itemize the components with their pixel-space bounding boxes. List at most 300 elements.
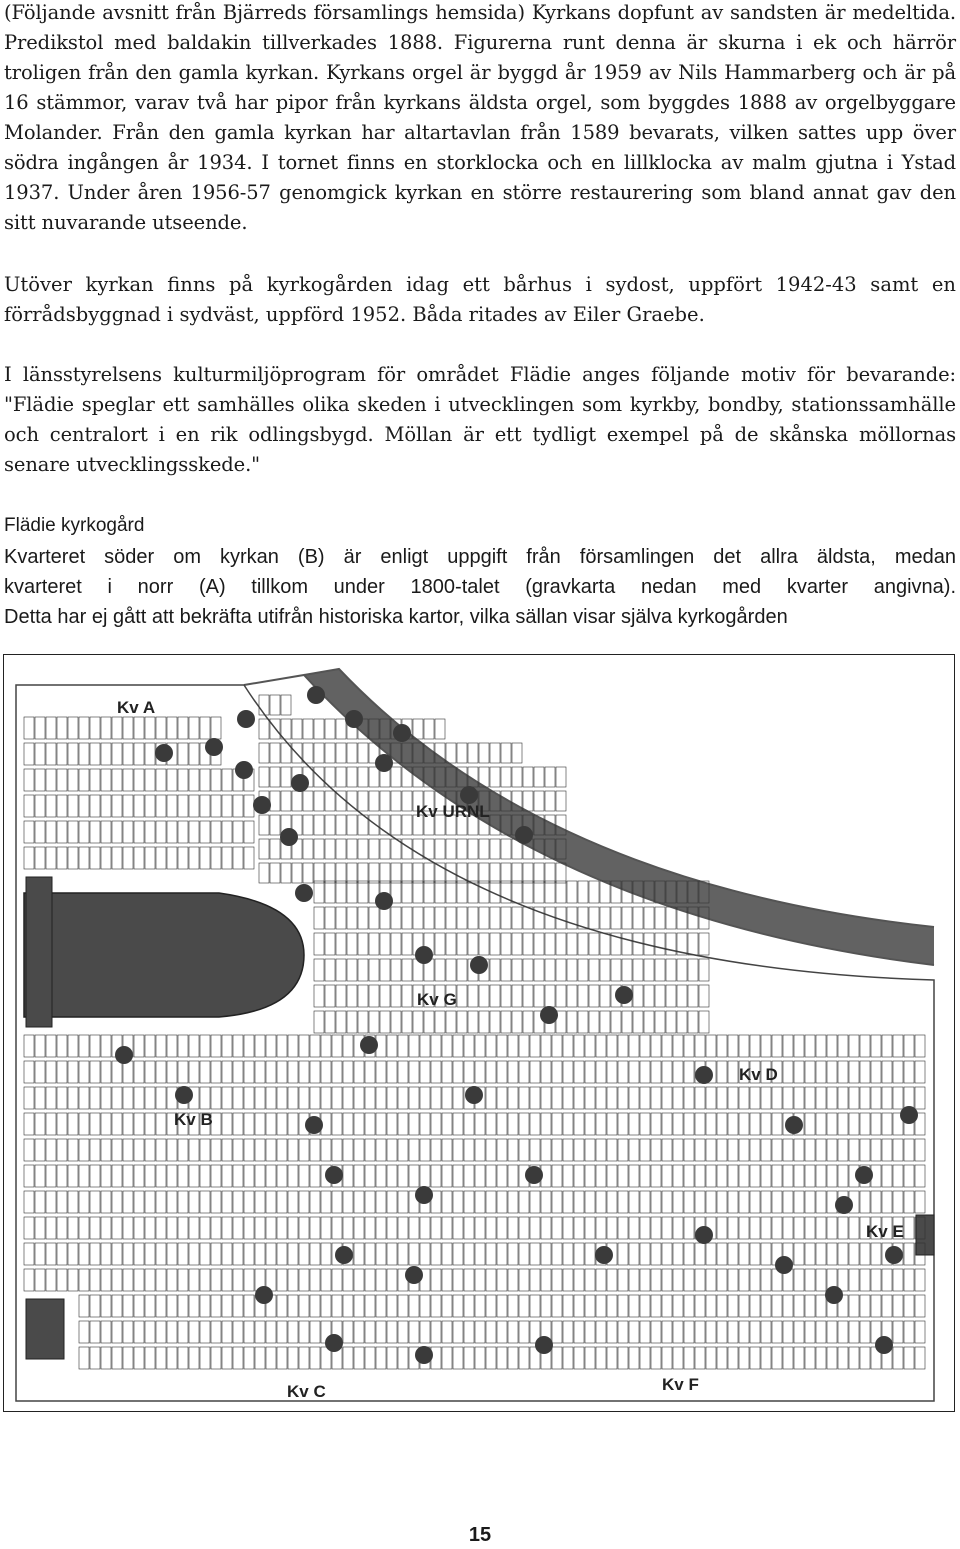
grave-plot — [915, 1139, 925, 1161]
grave-plot — [750, 1295, 760, 1317]
grave-plot — [123, 1269, 133, 1291]
grave-plot — [530, 1139, 540, 1161]
grave-plot — [365, 1061, 375, 1083]
grave-plot — [270, 863, 280, 883]
tree — [235, 761, 253, 779]
grave-plot — [145, 1165, 155, 1187]
grave-plot — [277, 1139, 287, 1161]
grave-plot — [303, 815, 313, 835]
grave-plot — [277, 1191, 287, 1213]
grave-plot — [512, 863, 522, 883]
grave-plot — [453, 1243, 463, 1265]
grave-plot — [519, 1243, 529, 1265]
grave-plot — [101, 769, 111, 791]
grave-plot — [156, 1061, 166, 1083]
grave-plot — [387, 1347, 397, 1369]
grave-plot — [46, 1165, 56, 1187]
grave-plot — [200, 1347, 210, 1369]
grave-plot — [57, 769, 67, 791]
grave-plot — [24, 795, 34, 817]
tree — [345, 710, 363, 728]
grave-plot — [255, 1139, 265, 1161]
grave-plot — [607, 1087, 617, 1109]
grave-plot — [299, 1165, 309, 1187]
grave-plot — [156, 1165, 166, 1187]
grave-plot — [189, 1269, 199, 1291]
grave-plot — [178, 717, 188, 739]
grave-plot — [574, 1191, 584, 1213]
grave-plot — [380, 1011, 390, 1033]
grave-plot — [662, 1113, 672, 1135]
grave-plot — [343, 1191, 353, 1213]
grave-plot — [673, 1087, 683, 1109]
grave-plot — [101, 847, 111, 869]
grave-plot — [534, 959, 544, 981]
grave-plot — [849, 1113, 859, 1135]
grave-plot — [677, 959, 687, 981]
grave-plot — [167, 1243, 177, 1265]
grave-plot — [519, 1061, 529, 1083]
grave-plot — [211, 795, 221, 817]
grave-plot — [567, 907, 577, 929]
tree — [375, 892, 393, 910]
grave-plot — [211, 1217, 221, 1239]
grave-plot — [57, 1269, 67, 1291]
grave-plot — [508, 1321, 518, 1343]
grave-plot — [24, 1269, 34, 1291]
grave-plot — [585, 1165, 595, 1187]
grave-plot — [629, 1217, 639, 1239]
grave-plot — [281, 695, 291, 715]
tree — [470, 956, 488, 974]
grave-plot — [310, 1191, 320, 1213]
grave-plot — [336, 743, 346, 763]
grave-plot — [244, 1295, 254, 1317]
grave-plot — [849, 1295, 859, 1317]
grave-plot — [391, 815, 401, 835]
grave-plot — [35, 769, 45, 791]
grave-plot — [156, 847, 166, 869]
grave-plot — [475, 1269, 485, 1291]
grave-plot — [563, 1321, 573, 1343]
grave-plot — [501, 985, 511, 1007]
grave-plot — [717, 1191, 727, 1213]
grave-plot — [244, 1139, 254, 1161]
grave-plot — [545, 907, 555, 929]
grave-plot — [358, 791, 368, 811]
grave-plot — [651, 1269, 661, 1291]
grave-plot — [200, 1243, 210, 1265]
grave-plot — [178, 1061, 188, 1083]
grave-plot — [699, 1011, 709, 1033]
grave-plot — [431, 1295, 441, 1317]
grave-plot — [827, 1139, 837, 1161]
grave-plot — [424, 839, 434, 859]
grave-plot — [486, 1087, 496, 1109]
grave-plot — [255, 1321, 265, 1343]
grave-plot — [354, 1061, 364, 1083]
grave-plot — [101, 1165, 111, 1187]
grave-plot — [640, 1269, 650, 1291]
grave-plot — [761, 1217, 771, 1239]
grave-plot — [222, 847, 232, 869]
grave-plot — [585, 1035, 595, 1057]
grave-plot — [695, 1035, 705, 1057]
grave-plot — [68, 1139, 78, 1161]
grave-plot — [655, 1011, 665, 1033]
grave-plot — [79, 1347, 89, 1369]
grave-plot — [512, 743, 522, 763]
grave-plot — [596, 1347, 606, 1369]
grave-plot — [24, 821, 34, 843]
grave-plot — [156, 1139, 166, 1161]
grave-plot — [501, 907, 511, 929]
grave-plot — [358, 743, 368, 763]
grave-plot — [468, 743, 478, 763]
grave-plot — [347, 743, 357, 763]
grave-plot — [68, 1191, 78, 1213]
grave-plot — [233, 1321, 243, 1343]
grave-plot — [860, 1295, 870, 1317]
grave-plot — [519, 1217, 529, 1239]
grave-plot — [541, 1087, 551, 1109]
grave-plot — [534, 933, 544, 955]
grave-plot — [497, 1113, 507, 1135]
grave-plot — [233, 1165, 243, 1187]
grave-plot — [523, 791, 533, 811]
grave-plot — [486, 1191, 496, 1213]
grave-plot — [24, 717, 34, 739]
grave-plot — [640, 1347, 650, 1369]
grave-plot — [706, 1321, 716, 1343]
grave-plot — [244, 847, 254, 869]
grave-plot — [805, 1347, 815, 1369]
grave-plot — [607, 1295, 617, 1317]
grave-plot — [79, 769, 89, 791]
grave-plot — [442, 1321, 452, 1343]
grave-plot — [277, 1061, 287, 1083]
grave-plot — [101, 1191, 111, 1213]
grave-plot — [398, 1243, 408, 1265]
grave-plot — [112, 1295, 122, 1317]
grave-plot — [523, 985, 533, 1007]
grave-plot — [431, 1217, 441, 1239]
tree — [525, 1166, 543, 1184]
grave-plot — [167, 821, 177, 843]
grave-plot — [442, 1269, 452, 1291]
grave-plot — [211, 1165, 221, 1187]
grave-plot — [402, 881, 412, 903]
grave-plot — [134, 1035, 144, 1057]
grave-plot — [398, 1113, 408, 1135]
grave-plot — [750, 1191, 760, 1213]
grave-plot — [684, 1217, 694, 1239]
grave-plot — [134, 1243, 144, 1265]
grave-plot — [288, 1061, 298, 1083]
grave-plot — [479, 863, 489, 883]
grave-plot — [409, 1165, 419, 1187]
grave-plot — [827, 1061, 837, 1083]
grave-plot — [244, 1035, 254, 1057]
grave-plot — [270, 791, 280, 811]
grave-plot — [464, 1113, 474, 1135]
grave-plot — [904, 1035, 914, 1057]
grave-plot — [915, 1165, 925, 1187]
cemetery-line-3: Detta har ej gått att bekräfta utifrån historiska kartor, vilka sällan visar själva kyrkogården — [4, 606, 788, 628]
grave-plot — [145, 1061, 155, 1083]
grave-plot — [915, 1035, 925, 1057]
grave-plot — [479, 839, 489, 859]
grave-plot — [90, 1269, 100, 1291]
tree — [540, 1006, 558, 1024]
grave-plot — [325, 863, 335, 883]
grave-plot — [541, 1295, 551, 1317]
grave-plot — [244, 1243, 254, 1265]
grave-plot — [915, 1191, 925, 1213]
grave-plot — [343, 1165, 353, 1187]
grave-plot — [750, 1321, 760, 1343]
tree — [415, 946, 433, 964]
grave-plot — [552, 1321, 562, 1343]
grave-plot — [479, 881, 489, 903]
grave-plot — [409, 1295, 419, 1317]
grave-plot — [589, 907, 599, 929]
grave-plot — [321, 1217, 331, 1239]
grave-plot — [519, 1035, 529, 1057]
grave-plot — [486, 1347, 496, 1369]
grave-plot — [552, 1217, 562, 1239]
grave-plot — [904, 1087, 914, 1109]
grave-plot — [512, 767, 522, 787]
grave-plot — [578, 959, 588, 981]
grave-plot — [475, 1217, 485, 1239]
grave-plot — [666, 985, 676, 1007]
grave-plot — [849, 1061, 859, 1083]
grave-plot — [314, 791, 324, 811]
grave-plot — [475, 1061, 485, 1083]
grave-plot — [871, 1087, 881, 1109]
grave-plot — [57, 821, 67, 843]
grave-plot — [673, 1217, 683, 1239]
grave-plot — [479, 743, 489, 763]
grave-plot — [156, 1035, 166, 1057]
grave-plot — [314, 743, 324, 763]
grave-plot — [409, 1139, 419, 1161]
grave-plot — [545, 791, 555, 811]
grave-plot — [145, 847, 155, 869]
tree — [205, 738, 223, 756]
grave-plot — [222, 1321, 232, 1343]
grave-plot — [90, 1321, 100, 1343]
grave-plot — [387, 1165, 397, 1187]
grave-plot — [134, 769, 144, 791]
road-strip — [304, 669, 934, 965]
grave-plot — [189, 1243, 199, 1265]
grave-plot — [167, 769, 177, 791]
tree — [305, 1116, 323, 1134]
grave-plot — [332, 1113, 342, 1135]
grave-plot — [490, 863, 500, 883]
grave-plot — [391, 767, 401, 787]
grave-plot — [270, 695, 280, 715]
grave-plot — [90, 795, 100, 817]
grave-plot — [369, 985, 379, 1007]
grave-plot — [882, 1087, 892, 1109]
grave-plot — [552, 1139, 562, 1161]
grave-plot — [358, 767, 368, 787]
grave-plot — [552, 1061, 562, 1083]
grave-plot — [761, 1191, 771, 1213]
grave-plot — [189, 821, 199, 843]
grave-plot — [699, 985, 709, 1007]
grave-plot — [233, 821, 243, 843]
label-kv-g: Kv G — [417, 990, 457, 1009]
grave-plot — [717, 1295, 727, 1317]
grave-plot — [600, 1011, 610, 1033]
grave-plot — [563, 1035, 573, 1057]
tree — [775, 1256, 793, 1274]
grave-plot — [123, 1347, 133, 1369]
grave-plot — [464, 1061, 474, 1083]
grave-plot — [816, 1191, 826, 1213]
grave-plot — [391, 933, 401, 955]
grave-plot — [662, 1035, 672, 1057]
grave-plot — [838, 1087, 848, 1109]
grave-plot — [849, 1217, 859, 1239]
grave-plot — [871, 1269, 881, 1291]
grave-plot — [233, 1191, 243, 1213]
grave-plot — [123, 795, 133, 817]
grave-plot — [277, 1269, 287, 1291]
grave-plot — [827, 1217, 837, 1239]
grave-plot — [578, 985, 588, 1007]
grave-plot — [662, 1269, 672, 1291]
grave-plot — [585, 1087, 595, 1109]
grave-plot — [431, 1165, 441, 1187]
grave-plot — [783, 1347, 793, 1369]
grave-plot — [556, 863, 566, 883]
grave-plot — [761, 1347, 771, 1369]
grave-plot — [497, 1061, 507, 1083]
grave-plot — [688, 985, 698, 1007]
grave-plot — [35, 1165, 45, 1187]
grave-plot — [314, 1011, 324, 1033]
grave-plot — [475, 1035, 485, 1057]
grave-plot — [904, 1217, 914, 1239]
grave-plot — [387, 1321, 397, 1343]
grave-plot — [325, 815, 335, 835]
grave-plot — [336, 985, 346, 1007]
grave-plot — [541, 1243, 551, 1265]
grave-plot — [457, 985, 467, 1007]
grave-plot — [519, 1321, 529, 1343]
grave-plot — [431, 1035, 441, 1057]
grave-plot — [156, 1217, 166, 1239]
grave-plot — [402, 959, 412, 981]
grave-plot — [57, 1087, 67, 1109]
grave-plot — [805, 1165, 815, 1187]
grave-plot — [783, 1217, 793, 1239]
grave-plot — [640, 1087, 650, 1109]
grave-plot — [633, 985, 643, 1007]
grave-plot — [607, 1035, 617, 1057]
grave-plot — [178, 1295, 188, 1317]
grave-plot — [123, 1295, 133, 1317]
grave-plot — [233, 847, 243, 869]
grave-plot — [640, 1321, 650, 1343]
grave-plot — [677, 985, 687, 1007]
grave-plot — [684, 1061, 694, 1083]
grave-plot — [523, 907, 533, 929]
grave-plot — [761, 1035, 771, 1057]
grave-plot — [35, 1087, 45, 1109]
grave-plot — [431, 1243, 441, 1265]
grave-plot — [222, 1191, 232, 1213]
grave-plot — [534, 881, 544, 903]
grave-plot — [545, 767, 555, 787]
grave-plot — [255, 1061, 265, 1083]
grave-plot — [233, 1295, 243, 1317]
grave-plot — [200, 1191, 210, 1213]
grave-plot — [589, 1011, 599, 1033]
grave-plot — [574, 1139, 584, 1161]
grave-plot — [464, 1217, 474, 1239]
tree — [255, 1286, 273, 1304]
grave-plot — [178, 1191, 188, 1213]
trees — [115, 686, 918, 1364]
grave-plot — [607, 1321, 617, 1343]
grave-plot — [259, 815, 269, 835]
grave-plot — [508, 1191, 518, 1213]
grave-plot — [486, 1061, 496, 1083]
grave-plot — [211, 1061, 221, 1083]
grave-plot — [453, 1087, 463, 1109]
grave-plot — [651, 1113, 661, 1135]
grave-plot — [156, 1243, 166, 1265]
grave-plot — [189, 1321, 199, 1343]
grave-plot — [728, 1347, 738, 1369]
grave-plot — [90, 1087, 100, 1109]
grave-plot — [435, 881, 445, 903]
grave-plot — [464, 1295, 474, 1317]
grave-plot — [508, 1217, 518, 1239]
grave-plot — [365, 1217, 375, 1239]
grave-plot — [145, 769, 155, 791]
grave-plot — [380, 985, 390, 1007]
grave-plot — [420, 1165, 430, 1187]
grave-plot — [750, 1035, 760, 1057]
grave-plot — [618, 1113, 628, 1135]
grave-plot — [123, 717, 133, 739]
grave-plot — [541, 1269, 551, 1291]
grave-plot — [523, 933, 533, 955]
grave-plot — [563, 1295, 573, 1317]
grave-plot — [556, 767, 566, 787]
grave-plot — [662, 1165, 672, 1187]
grave-plot — [552, 1035, 562, 1057]
grave-plot — [57, 1243, 67, 1265]
grave-plot — [574, 1269, 584, 1291]
grave-plot — [651, 1087, 661, 1109]
grave-plot — [783, 1191, 793, 1213]
grave-plot — [563, 1191, 573, 1213]
grave-plot — [519, 1191, 529, 1213]
grave-plot — [750, 1087, 760, 1109]
grave-plot — [336, 863, 346, 883]
grave-plot — [288, 1217, 298, 1239]
grave-plot — [167, 1087, 177, 1109]
grave-plot — [893, 1035, 903, 1057]
